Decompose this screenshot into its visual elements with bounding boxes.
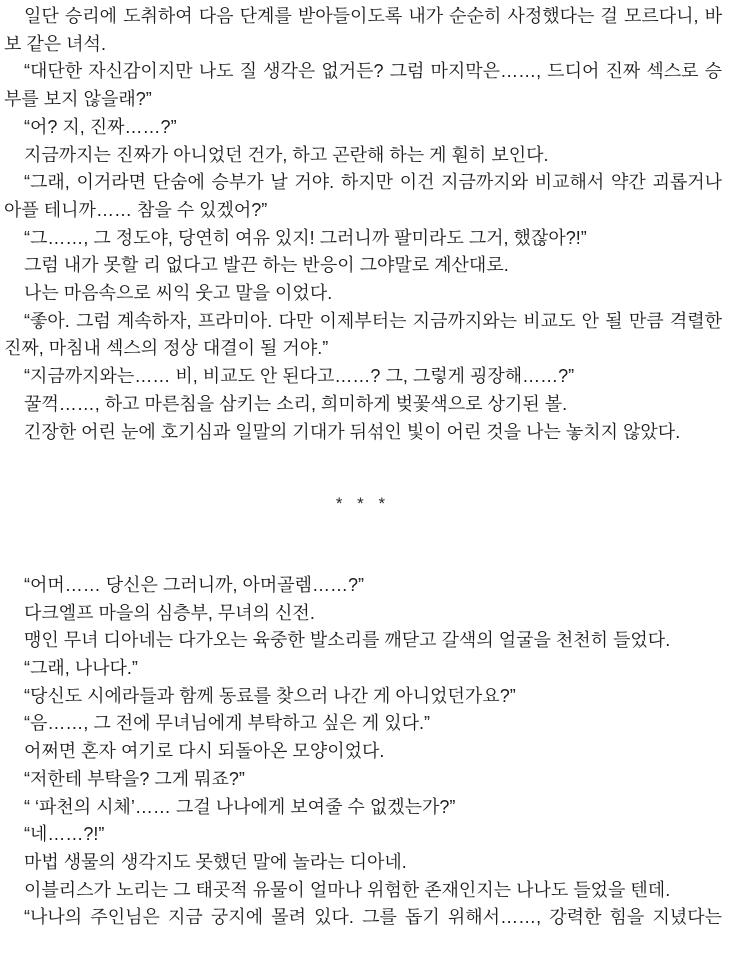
paragraph <box>4 419 722 447</box>
paragraph <box>4 877 722 905</box>
paragraph <box>4 114 722 142</box>
text-line: “그래, 이거라면 단숨에 승부가 날 거야. 하지만 이건 지금까지와 비교해서 약간 괴롭거나 <box>24 172 722 193</box>
paragraph <box>4 821 722 849</box>
paragraph <box>4 58 722 113</box>
paragraph <box>4 391 722 419</box>
text-line: “대단한 자신감이지만 나도 질 생각은 없거든? 그럼 마지막은……, 드디어 진짜 섹스로 승 <box>24 61 722 82</box>
text-line: “ ‘파천의 시체’…… 그걸 나나에게 보여줄 수 없겠는가?” <box>24 796 456 817</box>
text-line: 진짜, 마침내 섹스의 정상 대결이 될 거야.” <box>4 338 329 359</box>
paragraph <box>4 252 722 280</box>
paragraph <box>4 142 722 170</box>
paragraph <box>4 738 722 766</box>
paragraph <box>4 572 722 600</box>
text-line: “음……, 그 전에 무녀님에게 부탁하고 싶은 게 있다.” <box>24 713 430 734</box>
paragraph <box>4 627 722 655</box>
text-line: 나는 마음속으로 씨익 웃고 말을 이었다. <box>24 283 333 304</box>
text-line: 이블리스가 노리는 그 태곳적 유물이 얼마나 위험한 존재인지는 나나도 들었을 텐데. <box>24 879 671 900</box>
scene-separator: * * * <box>335 494 391 514</box>
text-line: 다크엘프 마을의 심층부, 무녀의 신전. <box>24 602 315 623</box>
paragraph <box>4 280 722 308</box>
text-line: “그……, 그 정도야, 당연히 여유 있지! 그러니까 팔미라도 그거, 했잖아?!” <box>24 227 587 248</box>
paragraph <box>4 308 722 363</box>
text-line: 그럼 내가 못할 리 없다고 발끈 하는 반응이 그야말로 계산대로. <box>24 255 509 276</box>
text-line: 꿀꺽……, 하고 마른침을 삼키는 소리, 희미하게 벚꽃색으로 상기된 볼. <box>24 393 568 414</box>
text-line: “좋아. 그럼 계속하자, 프라미아. 다만 이제부터는 지금까지와는 비교도 안 될 만큼 격렬한 <box>24 310 722 331</box>
paragraph <box>4 600 722 628</box>
paragraph <box>4 683 722 711</box>
paragraph <box>4 904 722 932</box>
paragraph <box>4 3 722 58</box>
text-line: 보 같은 녀석. <box>4 33 106 54</box>
scene-2 <box>4 572 722 932</box>
text-line: 어쩌면 혼자 여기로 다시 되돌아온 모양이었다. <box>24 741 385 762</box>
text-line: 부를 보지 않을래?” <box>4 89 152 110</box>
text-line: “지금까지와는…… 비, 비교도 안 된다고……? 그, 그렇게 굉장해……?” <box>24 366 575 387</box>
scene-1 <box>4 3 722 446</box>
text-line: 긴장한 어린 눈에 호기심과 일말의 기대가 뒤섞인 빛이 어린 것을 나는 놓치지 않았다. <box>24 421 681 442</box>
text-line: “어? 지, 진짜……?” <box>24 116 177 137</box>
text-line: “어머…… 당신은 그러니까, 아머골렘……?” <box>24 574 365 595</box>
text-line: “저한테 부탁을? 그게 뭐죠?” <box>24 768 245 789</box>
paragraph <box>4 849 722 877</box>
paragraph <box>4 710 722 738</box>
text-line: “당신도 시에라들과 함께 동료를 찾으러 나간 게 아니었던가요?” <box>24 685 516 706</box>
text-line: 일단 승리에 도취하여 다음 단계를 받아들이도록 내가 순순히 사정했다는 걸 모르다니, 바 <box>24 6 722 26</box>
paragraph <box>4 655 722 683</box>
paragraph <box>4 363 722 391</box>
text-line: 마법 생물의 생각지도 못했던 말에 놀라는 디아네. <box>24 851 407 872</box>
text-line: 맹인 무녀 디아네는 다가오는 육중한 발소리를 깨닫고 갈색의 얼굴을 천천히 들었다. <box>24 630 671 651</box>
text-line: 지금까지는 진짜가 아니었던 건가, 하고 곤란해 하는 게 훤히 보인다. <box>24 144 549 165</box>
text-line: 아플 테니까…… 참을 수 있겠어?” <box>4 199 268 220</box>
text-line: “네……?!” <box>24 824 105 845</box>
paragraph <box>4 794 722 822</box>
paragraph <box>4 225 722 253</box>
paragraph <box>4 169 722 224</box>
text-line: “그래, 나나다.” <box>24 658 138 679</box>
paragraph <box>4 766 722 794</box>
text-line: “나나의 주인님은 지금 궁지에 몰려 있다. 그를 돕기 위해서……, 강력한 힘을 지녔다는 <box>24 907 722 928</box>
